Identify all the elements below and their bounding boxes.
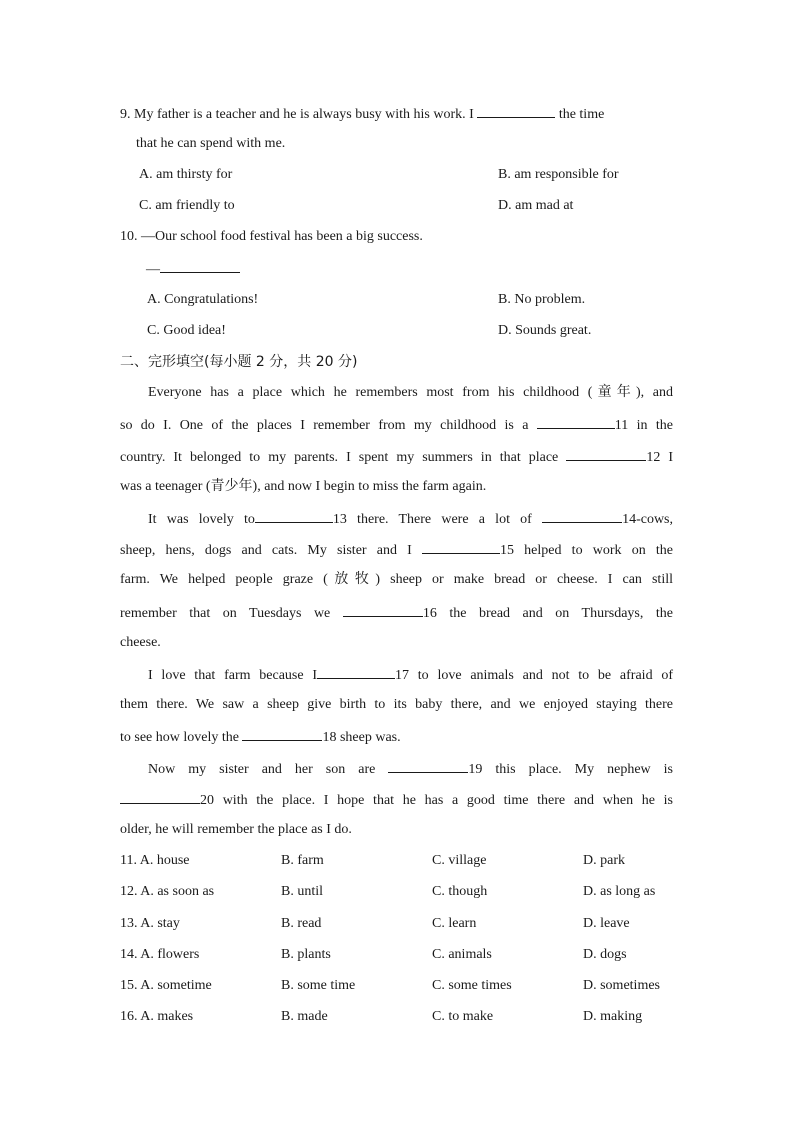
passage-line: cheese. [120,635,161,650]
answer-blank [160,259,240,273]
option-d: D. making [583,1009,643,1024]
q10-line-2 [146,259,240,279]
passage-line: Now my sister and her son are 19 this place. My nephew is [148,759,673,779]
q10-option-d: D. Sounds great. [498,323,592,338]
passage-line: Everyone has a place which he remembers most from his childhood (童年), and [148,385,673,400]
passage-line: remember that on Tuesdays we 16 the bread and on Thursdays, the [120,603,673,623]
option-d: D. sometimes [583,978,660,993]
section-heading: 二、完形填空(每小题 2 分，共 20 分) [120,354,358,370]
option-d: D. as long as [583,884,656,899]
option-c: C. though [432,884,488,899]
option-d: D. dogs [583,947,627,962]
answer-blank [477,104,555,118]
passage-line: It was lovely to 13 there. There were a lot of 14-cows, [148,509,673,529]
option-a: 12. A. as soon as [120,884,215,899]
option-d: D. park [583,853,625,868]
q9-option-b: B. am responsible for [498,167,619,182]
option-c: C. village [432,853,487,868]
option-b: B. read [281,916,322,931]
q9-option-a: A. am thirsty for [139,167,233,182]
q10-option-b: B. No problem. [498,292,586,307]
option-a: 14. A. flowers [120,947,200,962]
answer-blank-12 [566,447,646,461]
q10-option-c: C. Good idea! [147,323,226,338]
option-b: B. plants [281,947,331,962]
passage-line: farm. We helped people graze (放牧) sheep or make bread or cheese. I can still [120,572,673,587]
option-a: 16. A. makes [120,1009,194,1024]
passage-line: I love that farm because I 17 to love animals and not to be afraid of [148,665,673,685]
option-c: C. some times [432,978,512,993]
answer-blank-20 [120,790,200,804]
option-c: C. to make [432,1009,494,1024]
option-a: 13. A. stay [120,916,180,931]
option-b: B. made [281,1009,328,1024]
q9-option-c: C. am friendly to [139,198,235,213]
answer-blank-18 [242,727,322,741]
answer-blank-16 [343,603,423,617]
q9-line-2: that he can spend with me. [136,136,286,151]
passage-line: 20 with the place. I hope that he has a good time there and when he is [120,790,673,810]
answer-blank-13 [255,509,333,523]
answer-blank-19 [388,759,468,773]
option-c: C. learn [432,916,477,931]
q10-line-1: 10. —Our school food festival has been a big success. [120,229,423,244]
passage-line: them there. We saw a sheep give birth to its baby there, and we enjoyed staying there [120,697,673,712]
q10-option-a: A. Congratulations! [147,292,259,307]
option-b: B. some time [281,978,356,993]
q9-text: 9. My father is a teacher and he is always busy with his work. I [120,107,474,122]
option-c: C. animals [432,947,492,962]
answer-blank-15 [422,540,500,554]
answer-blank-11 [537,415,615,429]
q10-dash: — [146,262,160,277]
option-b: B. farm [281,853,324,868]
passage-line: country. It belonged to my parents. I spent my summers in that place 12 I [120,447,673,467]
passage-line: so do I. One of the places I remember from my childhood is a 11 in the [120,415,673,435]
passage-line: was a teenager (青少年), and now I begin to miss the farm again. [120,479,487,494]
q9-text-end: the time [558,107,605,122]
option-a: 11. A. house [120,853,190,868]
passage-line: older, he will remember the place as I do. [120,822,352,837]
answer-blank-14 [542,509,622,523]
passage-line: sheep, hens, dogs and cats. My sister and I 15 helped to work on the [120,540,673,560]
answer-blank-17 [317,665,395,679]
option-d: D. leave [583,916,630,931]
q9-option-d: D. am mad at [498,198,574,213]
option-a: 15. A. sometime [120,978,212,993]
option-b: B. until [281,884,324,899]
q9-line-1 [120,104,672,124]
passage-line: to see how lovely the 18 sheep was. [120,727,401,747]
